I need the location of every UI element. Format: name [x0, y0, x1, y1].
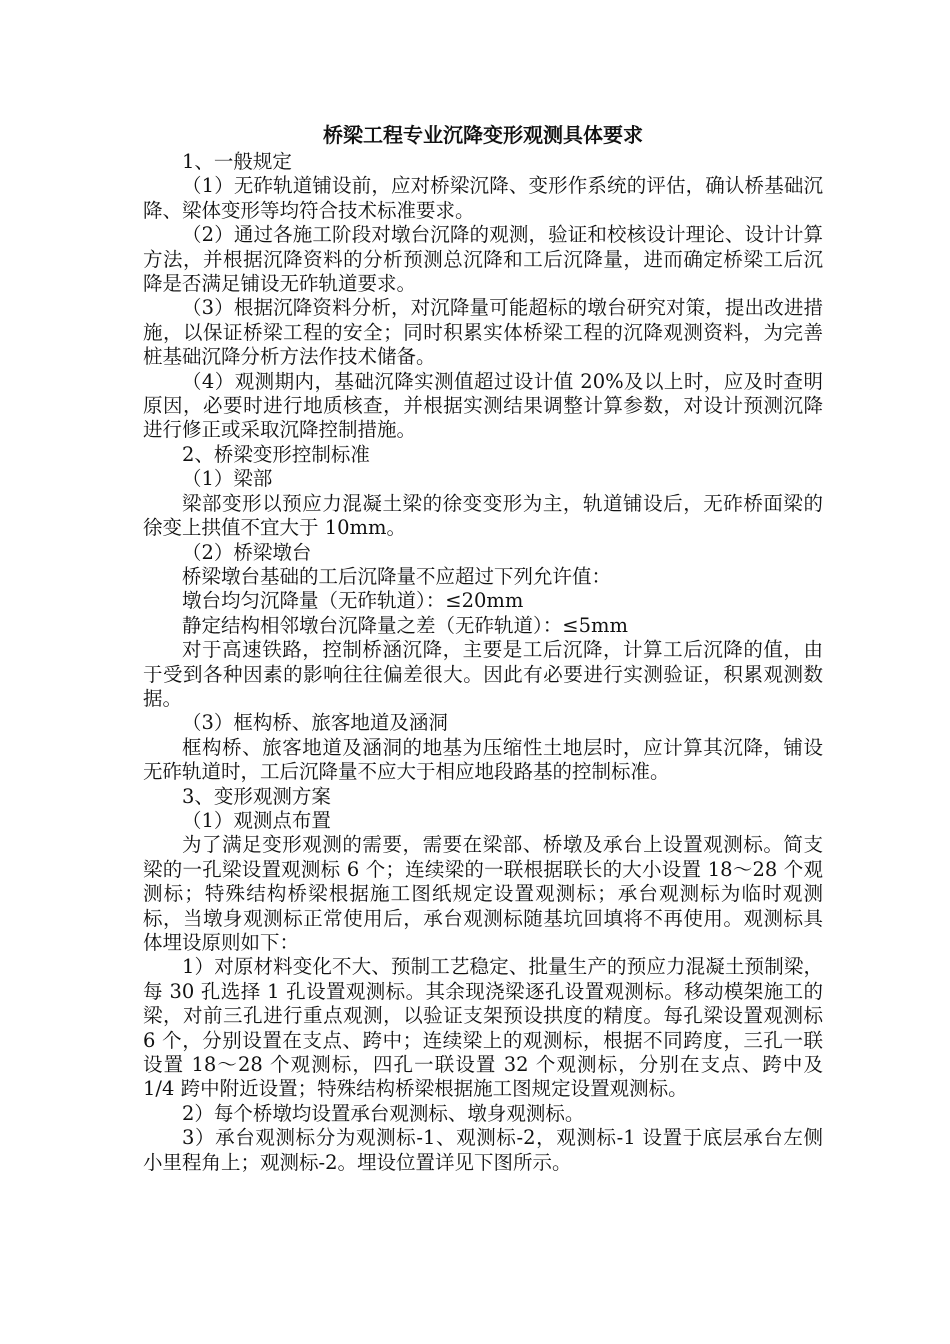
- paragraph: 桥梁墩台基础的工后沉降量不应超过下列允许值：: [182, 564, 612, 588]
- paragraph: 1）对原材料变化不大、预制工艺稳定、批量生产的预应力混凝土预制梁，每 30 孔选择 1 孔设置观测标。其余现浇梁逐孔设置观测标。移动模架施工的梁，对前三孔进行重点观测，以验证支架预设拱度的精度。每孔梁设置观测标 6 个，分别设置在支点、跨中；连续梁上的观测标，根据不同跨度，三孔一联设置 18～28 个观测标，四孔一联设置 32 个观测标，分别在支点、跨中及 1/4 跨中附近设置；特殊结构桥梁根据施工图规定设置观测标。: [143, 955, 823, 1101]
- paragraph: 梁部变形以预应力混凝土梁的徐变变形为主，轨道铺设后，无砟桥面梁的徐变上拱值不宜大于 10mm。: [143, 491, 823, 540]
- paragraph: 框构桥、旅客地道及涵洞的地基为压缩性土地层时，应计算其沉降，铺设无砟轨道时，工后沉降量不应大于相应地段路基的控制标准。: [143, 735, 823, 784]
- subheading-beam: （1）梁部: [182, 467, 273, 491]
- paragraph: 墩台均匀沉降量（无砟轨道）：≤20mm: [182, 589, 524, 613]
- paragraph: （1）无砟轨道铺设前，应对桥梁沉降、变形作系统的评估，确认桥基础沉降、梁体变形等均符合技术标准要求。: [143, 174, 823, 222]
- heading-control-standards: 2、桥梁变形控制标准: [182, 442, 370, 466]
- paragraph: （4）观测期内，基础沉降实测值超过设计值 20%及以上时，应及时查明原因，必要时进行地质核查，并根据实测结果调整计算参数，对设计预测沉降进行修正或采取沉降控制措施。: [143, 369, 823, 442]
- paragraph: （2）通过各施工阶段对墩台沉降的观测，验证和校核设计理论、设计计算方法，并根据沉降资料的分析预测总沉降和工后沉降量，进而确定桥梁工后沉降是否满足铺设无砟轨道要求。: [143, 223, 823, 296]
- subheading-frame-bridge: （3）框构桥、旅客地道及涵洞: [182, 711, 448, 735]
- document-title: 桥梁工程专业沉降变形观测具体要求: [323, 123, 643, 147]
- paragraph: 3）承台观测标分为观测标-1、观测标-2，观测标-1 设置于底层承台左侧小里程角上；观测标-2。埋设位置详见下图所示。: [143, 1126, 823, 1174]
- paragraph: 对于高速铁路，控制桥涵沉降，主要是工后沉降，计算工后沉降的值，由于受到各种因素的影响往往偏差很大。因此有必要进行实测验证，积累观测数据。: [143, 638, 823, 710]
- heading-general-rules: 1、一般规定: [182, 150, 292, 173]
- paragraph: （3）根据沉降资料分析，对沉降量可能超标的墩台研究对策，提出改进措施，以保证桥梁工程的安全；同时积累实体桥梁工程的沉降观测资料，为完善桩基础沉降分析方法作技术储备。: [143, 296, 823, 369]
- paragraph: 2）每个桥墩均设置承台观测标、墩身观测标。: [182, 1101, 585, 1125]
- paragraph: 为了满足变形观测的需要，需要在梁部、桥墩及承台上设置观测标。简支梁的一孔梁设置观测标 6 个；连续梁的一联根据联长的大小设置 18～28 个观测标；特殊结构桥梁根据施工图纸规定设置观测标；承台观测标为临时观测标，当墩身观测标正常使用后，承台观测标随基坑回填将不再使用。观测标具体埋设原则如下：: [143, 833, 823, 954]
- subheading-point-layout: （1）观测点布置: [182, 808, 331, 832]
- document-page: [143, 122, 823, 1175]
- paragraph: 静定结构相邻墩台沉降量之差（无砟轨道）：≤5mm: [182, 613, 628, 637]
- heading-observation-plan: 3、变形观测方案: [182, 784, 331, 808]
- subheading-pier: （2）桥梁墩台: [182, 540, 312, 564]
